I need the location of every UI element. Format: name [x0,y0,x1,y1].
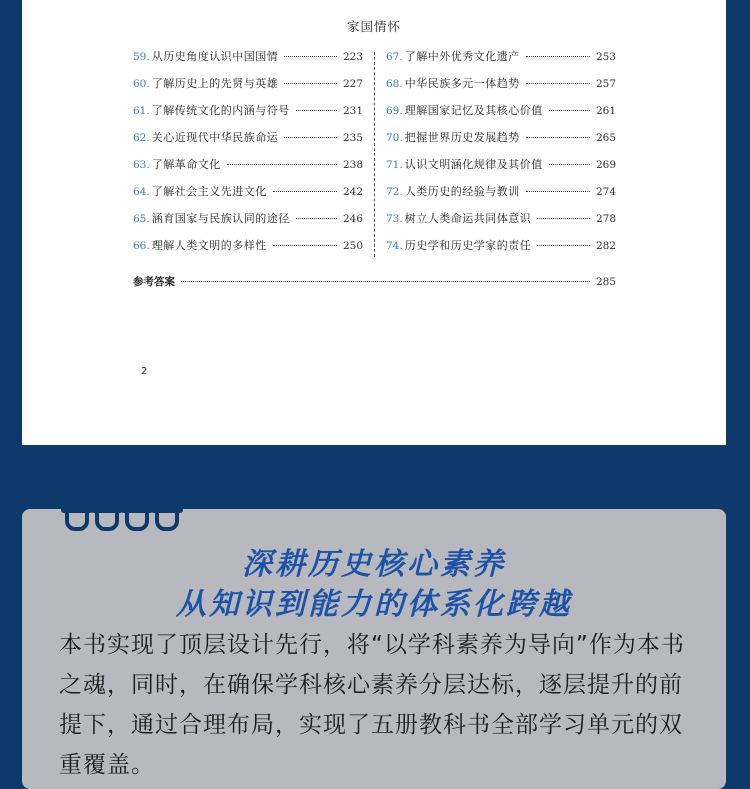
toc-row [133,237,363,264]
toc-row [133,210,363,237]
toc-leader [526,137,590,138]
toc-title: 把握世界历史发展趋势 [404,131,520,144]
toc-number: 64. [133,186,150,198]
column-divider [374,52,375,257]
toc-page-number: 269 [595,159,616,171]
toc-row [386,75,616,102]
toc-number: 65. [133,213,150,225]
toc-page-number: 231 [342,105,363,117]
toc-number: 61. [133,105,150,117]
toc-number: 59. [133,51,150,63]
toc-row [133,48,363,75]
toc-row [386,210,616,237]
toc-title: 关心近现代中华民族命运 [151,131,279,144]
toc-page-number: 261 [595,105,616,117]
toc-row [386,102,616,129]
toc-leader [549,164,590,165]
binder-ring-icon [65,489,89,531]
toc-leader [296,218,337,219]
binder-ring-icon [95,489,119,531]
toc-title: 了解中外优秀文化遗产 [404,50,520,63]
page-footer-number: 2 [141,366,148,377]
toc-number: 66. [133,240,150,252]
feature-body: 本书实现了顶层设计先行，将“以学科素养为导向”作为本书之魂，同时，在确保学科核心素养分层达标，逐层提升的前提下，通过合理布局，实现了五册教科书全部学习单元的双重覆盖。 [59,632,685,778]
toc-number: 71. [386,159,403,171]
toc-number: 68. [386,78,403,90]
toc-page-number: 257 [595,78,616,90]
toc-leader [284,137,337,138]
toc-page-number: 274 [595,186,616,198]
toc-row [133,156,363,183]
toc-leader [181,281,590,282]
toc-leader [526,56,590,57]
toc-row [386,129,616,156]
binder-ring-icon [155,489,179,531]
binder-ring-icon [125,489,149,531]
toc-page-number: 246 [342,213,363,225]
toc-leader [549,110,590,111]
toc-number: 62. [133,132,150,144]
toc-page-number: 282 [595,240,616,252]
toc-leader [284,83,337,84]
toc-page-number: 242 [342,186,363,198]
toc-row [133,75,363,102]
toc-page-number: 235 [342,132,363,144]
toc-leader [537,218,590,219]
toc-leader [526,191,590,192]
toc-title: 涵育国家与民族认同的途径 [151,212,290,225]
toc-page-number: 265 [595,132,616,144]
toc-page [22,0,726,445]
toc-row [133,102,363,129]
toc-page-number: 253 [595,51,616,63]
toc-number: 60. [133,78,150,90]
toc-number: 73. [386,213,403,225]
toc-row [133,183,363,210]
toc-page-number: 278 [595,213,616,225]
toc-page-number: 250 [342,240,363,252]
toc-title: 历史学和历史学家的责任 [404,239,532,252]
toc-page-number: 223 [342,51,363,63]
toc-page-number: 227 [342,78,363,90]
feature-panel [22,509,726,789]
page-heading: 家国情怀 [346,19,401,34]
toc-title: 树立人类命运共同体意识 [404,212,532,225]
toc-number: 67. [386,51,403,63]
answers-entry [133,274,616,289]
answers-label: 参考答案 [133,276,175,288]
toc-title: 了解历史上的先贤与英雄 [151,77,279,90]
toc-title: 从历史角度认识中国国情 [151,50,279,63]
toc-row [386,237,616,264]
toc-row [386,156,616,183]
toc-title: 认识文明涵化规律及其价值 [404,158,543,171]
toc-leader [526,83,590,84]
toc-number: 63. [133,159,150,171]
toc-leader [273,191,337,192]
toc-row [386,48,616,75]
toc-row [386,183,616,210]
toc-title: 了解革命文化 [151,158,221,171]
answers-page-number: 285 [595,276,616,288]
toc-leader [537,245,590,246]
toc-title: 理解国家记忆及其核心价值 [404,104,543,117]
toc-number: 70. [386,132,403,144]
toc-title: 人类历史的经验与教训 [404,185,520,198]
toc-title: 了解传统文化的内涵与符号 [151,104,290,117]
toc-right-column [386,48,616,264]
toc-leader [284,56,337,57]
toc-number: 69. [386,105,403,117]
toc-page-number: 238 [342,159,363,171]
feature-title-line2: 从知识到能力的体系化跨越 [176,587,572,622]
toc-title: 中华民族多元一体趋势 [404,77,520,90]
toc-leader [227,164,337,165]
toc-leader [273,245,337,246]
feature-title-line1: 深耕历史核心素养 [242,547,506,582]
toc-leader [296,110,337,111]
binder-rings [65,489,179,531]
toc-left-column [133,48,363,264]
toc-number: 74. [386,240,403,252]
toc-row [133,129,363,156]
toc-number: 72. [386,186,403,198]
toc-title: 理解人类文明的多样性 [151,239,267,252]
toc-title: 了解社会主义先进文化 [151,185,267,198]
